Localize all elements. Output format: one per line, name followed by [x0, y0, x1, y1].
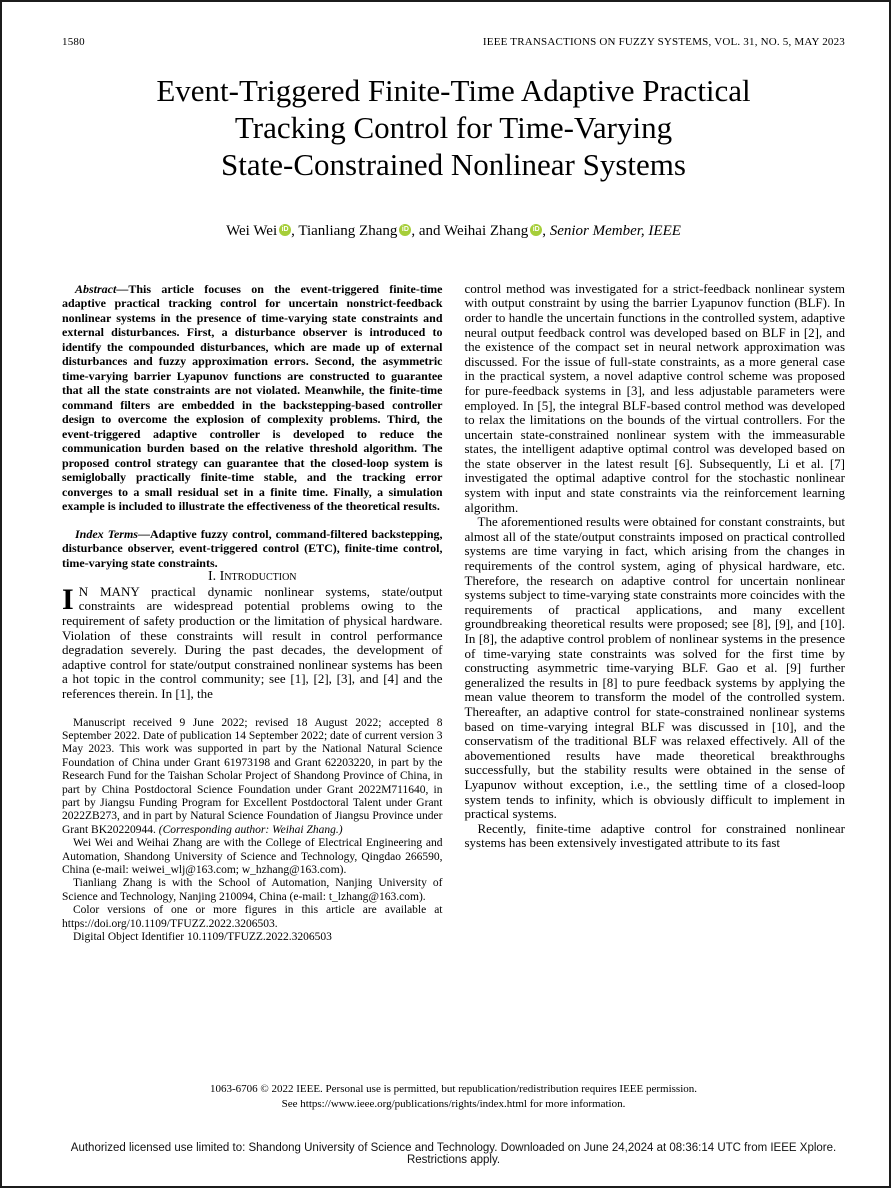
index-terms-paragraph [62, 527, 443, 571]
orcid-icon: iD [399, 224, 411, 236]
xplore-license-bar: Authorized licensed use limited to: Shandong University of Science and Technology. Downloaded on June 24,2024 at 08:36:14 UTC from IEEE Xplore. Restrictions apply. [70, 1142, 843, 1166]
intro-text: N MANY practical dynamic nonlinear systems, state/output constraints are widespread potential problems owing to the requirement of safety production or the limitation of physical hardware. Violation of these constraints will result in control performance degradation severely. During the past decades, the development of adaptive control for state/output constrained nonlinear systems has been a hot topic in the control community; see [1], [2], [3], and [4] and the references therein. In [1], the [62, 583, 443, 702]
author-separator: , [291, 222, 299, 239]
paper-title-line: Event-Triggered Finite-Time Adaptive Practical [156, 73, 751, 108]
copyright-line: 1063-6706 © 2022 IEEE. Personal use is permitted, but republication/redistribution requires IEEE permission. [209, 1083, 698, 1095]
footnote-doi: Digital Object Identifier 10.1109/TFUZZ.2022.3206503 [73, 931, 332, 944]
paper-title [62, 72, 845, 183]
section-heading-introduction: I. Introduction [207, 569, 297, 585]
two-column-body [62, 282, 845, 1072]
author-name: Wei Wei [226, 222, 278, 239]
paper-title-line: State-Constrained Nonlinear Systems [221, 147, 686, 182]
running-header [62, 36, 845, 48]
footnote-manuscript-text: Manuscript received 9 June 2022; revised 18 August 2022; accepted 8 September 2022. Date of publication 14 September 2022; date of current version 3 May 2023. This work was supported in part by the National Natural Science Foundation of China under Grant 61973198 and Grant 62203220, in part by the Research Fund for the Taishan Scholar Project of Shandong Province of China, in part by China Postdoctoral Science Foundation under Grant 2022M711640, in part by Jiangsu Funding Program for Excellent Postdoctoral Talent under Grant 2022ZB273, and in part by Natural Science Foundation of Jiangsu Province under Grant BK20220944. [62, 716, 443, 836]
copyright-footer [62, 1072, 845, 1112]
left-column [62, 282, 443, 1072]
journal-title: IEEE TRANSACTIONS ON FUZZY SYSTEMS, VOL. 31, NO. 5, MAY 2023 [482, 36, 845, 48]
right-column [465, 282, 846, 1072]
orcid-icon: iD [530, 224, 542, 236]
author-membership: Senior Member, IEEE [549, 222, 681, 239]
abstract-text: This article focuses on the event-triggered finite-time adaptive practical tracking control for uncertain nonstrict-feedback nonlinear systems in the presence of time-varying state constraints and external disturbances. First, a disturbance observer is introduced to identify the compounded disturbances, which are made up of external disturbances and fuzzy approximation errors. Second, the asymmetric time-varying barrier Lyapunov functions are constructed to guarantee that all the state constraints are not violated. Meanwhile, the finite-time command filters are embedded in the backstepping-based controller design to overcome the explosion of complexity problems. Third, the event-triggered adaptive controller is developed to reduce the communication burden based on the relative threshold algorithm. The proposed control strategy can guarantee that the closed-loop system is semiglobally practically finite-time stable, and the tracking error converges to a small residual set in a finite time. Finally, a simulation example is included to illustrate the effectiveness of the theoretical results. [62, 281, 443, 514]
footnote-manuscript [62, 717, 443, 838]
intro-paragraph [62, 582, 443, 702]
author-separator: , and [411, 222, 445, 239]
author-name: Weihai Zhang [444, 222, 529, 239]
abstract-label: Abstract— [75, 281, 129, 296]
footnote-corresponding-author: (Corresponding author: Weihai Zhang.) [158, 823, 343, 836]
footnote-affiliation: Tianliang Zhang is with the School of Automation, Nanjing University of Science and Technology, Nanjing 210094, China (e-mail: t_lzhang@163.com). [62, 877, 443, 903]
author-name: Tianliang Zhang [298, 222, 398, 239]
footnote-affiliation: Wei Wei and Weihai Zhang are with the College of Electrical Engineering and Automation, Shandong University of Science and Technology, Qingdao 266590, China (e-mail: weiwei_wlj@163.com; w_hzhang@163.com). [62, 837, 443, 877]
body-paragraph: control method was investigated for a strict-feedback nonlinear system with output constraint by using the barrier Lyapunov function (BLF). In order to handle the uncertain functions in the controlled system, adaptive neural output feedback control was developed based on BLF in [2], and the existence of the compact set in neural network approximation was discussed. For the issue of full-state constraints, as a more general case in the practical system, a novel adaptive control scheme was proposed for pure-feedback systems in [3], and less adjustable parameters were employed. In [5], the integral BLF-based control method was developed to relax the limitations on the bounds of the virtual controllers. For the uncertain state-constrained nonlinear system with the immeasurable states, the intelligent adaptive optimal control was developed based on the state observer in the latest result [6]. Subsequently, Li et al. [7] investigated the optimal adaptive control for the stochastic nonlinear system with input and state constraints via the reinforcement learning algorithm. [464, 280, 845, 515]
first-page-footnotes [62, 717, 443, 945]
author-line [62, 223, 845, 240]
index-terms-text: Adaptive fuzzy control, command-filtered backstepping, disturbance observer, event-triggered control (ETC), finite-time control, time-varying state constraints. [62, 526, 443, 570]
body-paragraph: Recently, finite-time adaptive control for constrained nonlinear systems has been extensively investigated attribute to its fast [464, 820, 845, 851]
index-terms-label: Index Terms— [75, 526, 150, 541]
page-number: 1580 [62, 36, 85, 48]
footnote-color-versions: Color versions of one or more figures in this article are available at https://doi.org/10.1109/TFUZZ.2022.3206503. [62, 904, 443, 930]
body-paragraph: The aforementioned results were obtained for constant constraints, but almost all of the state/output constraints imposed on practical controlled systems are time varying in fact, which arising from the changes in requirements of the control system, aging of physical hardware, etc. Therefore, the research on adaptive control for uncertain nonlinear systems subject to time-varying state constraints more coincides with the requirements of practical applications, and many excellent groundbreaking theoretical results were proposed; see [8], [9], and [10]. In [8], the adaptive control problem of nonlinear systems in the presence of time-varying state constraints was solved for the first time by constructing asymmetric time-varying BLF. Gao et al. [9] further generalized the results in [8] to pure feedback systems by applying the mean value theorem to transform the model of the controlled system. Thereafter, an adaptive control for state-constrained nonlinear systems based on time-varying integral BLF was discussed in [10], and the conservatism of the traditional BLF was relaxed effectively. All of the abovementioned results have made theoretical breakthroughs successfully, but the stability results were obtained in the sense of Lyapunov without exception, i.e., the settling time of a closed-loop system tends to infinity, which is obviously difficult to implement in practical systems. [464, 514, 845, 822]
author-separator: , [542, 222, 550, 239]
paper-title-line: Tracking Control for Time-Varying [234, 110, 673, 145]
orcid-icon: iD [279, 224, 291, 236]
abstract-paragraph [62, 282, 443, 514]
rights-url-line: See https://www.ieee.org/publications/rights/index.html for more information. [281, 1098, 626, 1110]
drop-cap: I [62, 582, 74, 616]
